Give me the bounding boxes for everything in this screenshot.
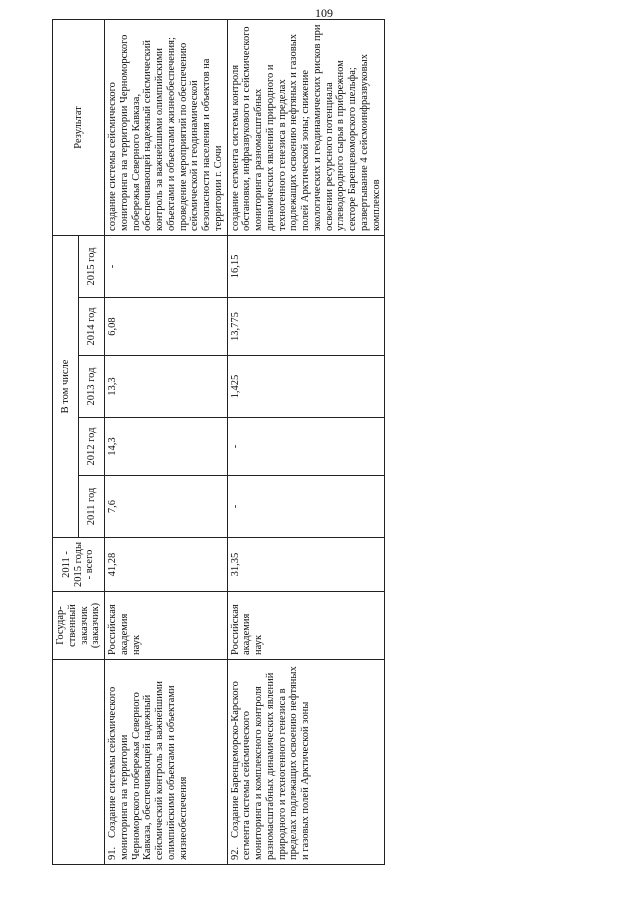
row-2012: - xyxy=(227,418,385,476)
header-year-2015: 2015 год xyxy=(79,235,105,297)
row-customer: Российская академия наук xyxy=(105,592,228,660)
row-name-cell xyxy=(105,660,228,865)
row-2011: - xyxy=(227,476,385,538)
row-2011: 7,6 xyxy=(105,476,228,538)
row-index: 91. xyxy=(107,846,118,860)
row-2014: 6,08 xyxy=(105,298,228,356)
row-result: создание системы сейсмического мониторинга на территории Черноморского побережья Северного Кавказа, обеспечивающей надежный сейсмический контроль за важнейшими олимпийскими объектами и объектами жизнеобеспечения; проведение мероприятий по обеспечению сейсмической и геодинамической безопасности населения и объектов на территории г. Сочи xyxy=(105,19,228,235)
row-2013: 1,425 xyxy=(227,356,385,418)
row-total: 41,28 xyxy=(105,538,228,592)
header-including: В том числе xyxy=(53,235,79,537)
header-result: Результат xyxy=(53,19,105,235)
row-2015: - xyxy=(105,235,228,297)
budget-table xyxy=(52,19,385,865)
row-result: создание сегмента системы контроля обстановки, инфразвукового и сейсмического мониторинга разномасштабных динамических явлений природного и техногенного генезиса в пределах подлежащих освоению нефтяных и газовых полей Арктической зоны; снижение экологических и геодинамических рисков при освоении ресурсного потенциала углеводородного сырья в прибрежном секторе Баренцевоморского шельфа; развертывание 4 сейсмоинфразвуковых комплексов xyxy=(227,19,385,235)
header-name-cell xyxy=(53,660,105,865)
page-number: 109 xyxy=(315,6,333,20)
header-year-2012: 2012 год xyxy=(79,418,105,476)
rotated-table-container xyxy=(52,20,612,865)
header-year-2013: 2013 год xyxy=(79,356,105,418)
row-name: Создание системы сейсмического мониторинга на территории Черноморского побережья Северного Кавказа, обеспечивающей надежный сейсмический контроль за важнейшими олимпийскими объектами и объектами жизнеобеспечения xyxy=(107,680,189,860)
row-2014: 13,775 xyxy=(227,298,385,356)
table-row xyxy=(105,19,228,864)
row-customer: Российская академия наук xyxy=(227,592,385,660)
header-year-2011: 2011 год xyxy=(79,476,105,538)
header-customer: Государ-ственный заказчик (заказчик) xyxy=(53,592,105,660)
row-2015: 16,15 xyxy=(227,235,385,297)
header-year-2014: 2014 год xyxy=(79,298,105,356)
header-total: 2011 - 2015 годы - всего xyxy=(53,538,105,592)
row-index: 92. xyxy=(229,846,241,860)
table-row xyxy=(227,19,385,864)
row-name-cell xyxy=(227,660,385,865)
row-total: 31,35 xyxy=(227,538,385,592)
row-2012: 14,3 xyxy=(105,418,228,476)
row-2013: 13,3 xyxy=(105,356,228,418)
header-row-top xyxy=(53,19,79,864)
row-name: Создание Баренцеморско-Карского сегмента системы сейсмического мониторинга и комплексного контроля разномасштабных динамических явлений природного и техногенного генезиса в пределах подлежащих освоению нефтяных и газовых полей Арктической зоны xyxy=(229,666,311,860)
